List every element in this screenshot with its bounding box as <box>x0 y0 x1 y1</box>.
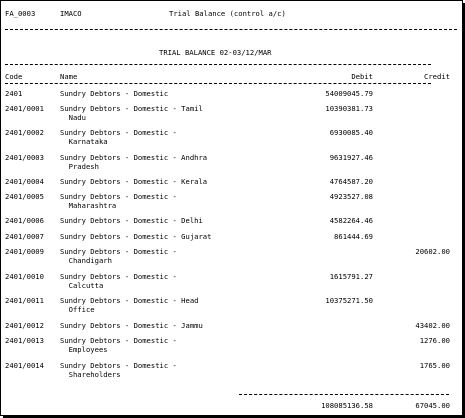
window-title: Trial Balance (control a/c) <box>169 9 286 18</box>
row-name: Sundry Debtors - Domestic - Calcutta <box>60 272 177 290</box>
row-name: Sundry Debtors - Domestic - Chandigarh <box>60 247 177 265</box>
row-name: Sundry Debtors - Domestic - Karnataka <box>60 128 177 146</box>
row-debit: 861444.69 <box>334 232 373 241</box>
column-header-bottom-rule <box>5 83 431 84</box>
row-name: Sundry Debtors - Domestic - Maharashtra <box>60 192 177 210</box>
column-header-name: Name <box>60 72 78 81</box>
row-code: 2401/0011 <box>5 296 44 305</box>
row-debit: 9631927.46 <box>329 153 373 162</box>
row-debit: 6930085.40 <box>329 128 373 137</box>
row-debit: 4923527.08 <box>329 192 373 201</box>
row-debit: 1615791.27 <box>329 272 373 281</box>
row-name: Sundry Debtors - Domestic - Jammu <box>60 321 203 330</box>
row-name: Sundry Debtors - Domestic - Head Office <box>60 296 199 314</box>
row-code: 2401/0004 <box>5 177 44 186</box>
column-header-code: Code <box>5 72 23 81</box>
row-debit: 54009045.79 <box>325 89 373 98</box>
row-code: 2401/0013 <box>5 336 44 345</box>
row-code: 2401/0001 <box>5 104 44 113</box>
row-name: Sundry Debtors - Domestic - Gujarat <box>60 232 212 241</box>
row-code: 2401/0012 <box>5 321 44 330</box>
row-debit: 4582264.46 <box>329 216 373 225</box>
row-name: Sundry Debtors - Domestic - Shareholders <box>60 361 177 379</box>
row-code: 2401/0002 <box>5 128 44 137</box>
row-credit: 1765.00 <box>419 361 450 370</box>
row-name: Sundry Debtors - Domestic <box>60 89 169 98</box>
row-code: 2401/0006 <box>5 216 44 225</box>
row-name: Sundry Debtors - Domestic - Delhi <box>60 216 203 225</box>
row-credit: 20602.00 <box>415 247 450 256</box>
row-name: Sundry Debtors - Domestic - Employees <box>60 336 177 354</box>
total-credit: 67045.00 <box>415 401 450 410</box>
row-code: 2401/0014 <box>5 361 44 370</box>
row-code: 2401/0005 <box>5 192 44 201</box>
header-divider <box>5 29 457 30</box>
column-header-debit: Debit <box>351 72 373 81</box>
column-header-credit: Credit <box>424 72 450 81</box>
row-debit: 10390381.73 <box>325 104 373 113</box>
row-debit: 10375271.50 <box>325 296 373 305</box>
total-debit: 108085136.58 <box>321 401 373 410</box>
row-code: 2401/0010 <box>5 272 44 281</box>
column-header-top-rule <box>5 64 431 65</box>
row-name: Sundry Debtors - Domestic - Tamil Nadu <box>60 104 203 122</box>
row-credit: 43402.00 <box>415 321 450 330</box>
row-code: 2401/0009 <box>5 247 44 256</box>
row-credit: 1276.00 <box>419 336 450 345</box>
report-title: TRIAL BALANCE 02-03/12/MAR <box>159 48 272 57</box>
row-name: Sundry Debtors - Domestic - Andhra Pradesh <box>60 153 208 171</box>
row-code: 2401/0003 <box>5 153 44 162</box>
company-name: IMACO <box>60 9 82 18</box>
row-code: 2401 <box>5 89 23 98</box>
row-code: 2401/0007 <box>5 232 44 241</box>
report-id: FA_0003 <box>5 9 36 18</box>
row-debit: 4764587.20 <box>329 177 373 186</box>
row-name: Sundry Debtors - Domestic - Kerala <box>60 177 208 186</box>
totals-rule <box>239 394 449 395</box>
